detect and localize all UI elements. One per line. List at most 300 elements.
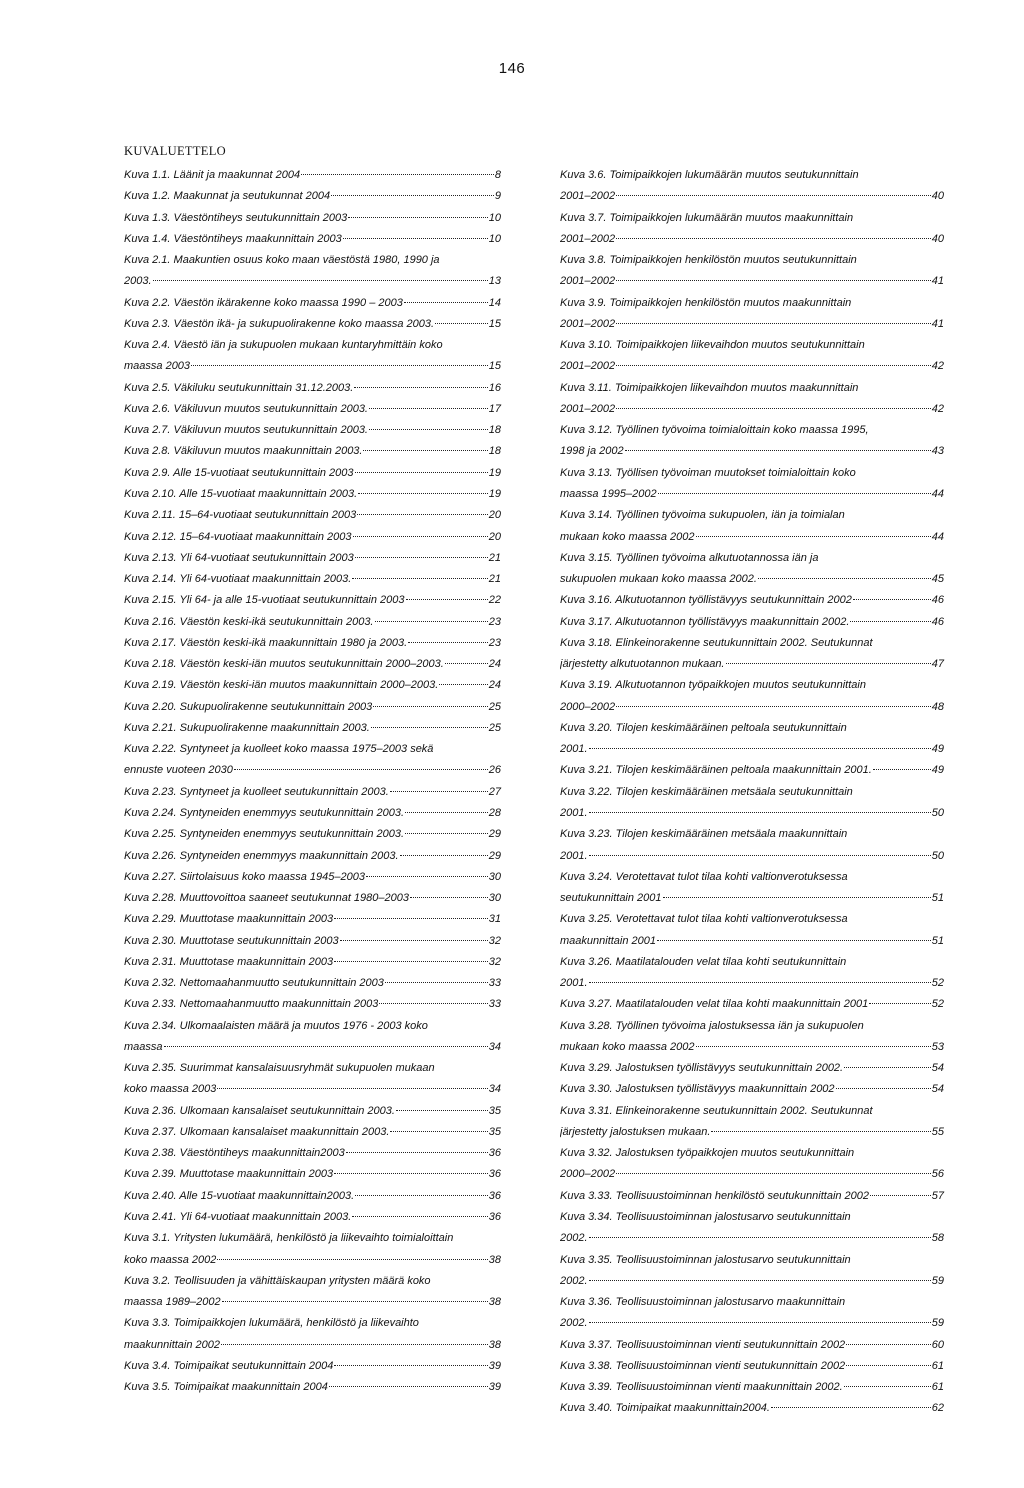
toc-entry-title: maassa 2003 bbox=[124, 360, 191, 373]
toc-entry bbox=[560, 378, 944, 421]
dot-leader bbox=[355, 1195, 488, 1196]
toc-entry-page: 18 bbox=[488, 445, 501, 458]
toc-entry bbox=[124, 909, 501, 930]
toc-entry-page: 34 bbox=[488, 1040, 501, 1053]
toc-entry bbox=[560, 1058, 944, 1079]
toc-entry-page: 21 bbox=[488, 573, 501, 586]
toc-entry-title: Kuva 2.1. Maakuntien osuus koko maan väestöstä 1980, 1990 ja bbox=[124, 254, 440, 267]
toc-entry bbox=[124, 569, 501, 590]
dot-leader bbox=[234, 769, 488, 770]
dot-leader bbox=[663, 897, 931, 898]
toc-entry-title: 2001–2002 bbox=[560, 317, 616, 330]
toc-entry-page: 18 bbox=[488, 424, 501, 437]
toc-entry-line bbox=[124, 1058, 501, 1079]
dot-leader bbox=[846, 1365, 931, 1366]
toc-entry-title: Kuva 3.14. Työllinen työvoima sukupuolen, iän ja toimialan bbox=[560, 509, 845, 522]
toc-entry-line bbox=[560, 569, 944, 590]
toc-entry-page: 40 bbox=[931, 190, 944, 203]
toc-entry-title: Kuva 1.1. Läänit ja maakunnat 2004 bbox=[124, 169, 301, 181]
toc-entry-page: 55 bbox=[931, 1125, 944, 1138]
toc-entry-page: 30 bbox=[488, 892, 501, 905]
toc-entry-page: 10 bbox=[488, 211, 501, 224]
toc-entry-line bbox=[124, 505, 501, 526]
toc-entry-title: Kuva 2.40. Alle 15-vuotiaat maakunnittain2003. bbox=[124, 1189, 355, 1202]
toc-entry-line bbox=[124, 909, 501, 930]
toc-entry-line bbox=[124, 463, 501, 484]
dot-leader bbox=[405, 833, 488, 834]
toc-entry bbox=[124, 654, 501, 675]
toc-entry bbox=[124, 505, 501, 526]
dot-leader bbox=[334, 1365, 487, 1366]
dot-leader bbox=[696, 1046, 931, 1047]
toc-entry-line bbox=[124, 208, 501, 229]
toc-entry-page: 28 bbox=[488, 806, 501, 819]
dot-leader bbox=[616, 238, 931, 239]
toc-entry bbox=[124, 952, 501, 973]
toc-entry-page: 61 bbox=[931, 1359, 944, 1372]
dot-leader bbox=[340, 940, 488, 941]
toc-entry bbox=[560, 208, 944, 251]
toc-entry bbox=[560, 548, 944, 591]
toc-entry-title: Kuva 3.6. Toimipaikkojen lukumäärän muutos seutukunnittain bbox=[560, 169, 859, 181]
dot-leader bbox=[352, 1216, 487, 1217]
toc-entry-line bbox=[560, 208, 944, 229]
toc-entry bbox=[124, 441, 501, 462]
toc-entry-title: Kuva 3.20. Tilojen keskimääräinen peltoala seutukunnittain bbox=[560, 721, 847, 734]
dot-leader bbox=[696, 536, 931, 537]
toc-entry-line bbox=[560, 760, 944, 781]
toc-entry-title: Kuva 3.1. Yritysten lukumäärä, henkilöstö ja liikevaihto toimialoittain bbox=[124, 1232, 454, 1245]
toc-entry-title: Kuva 3.13. Työllisen työvoiman muutokset toimialoittain koko bbox=[560, 466, 856, 479]
toc-entry-line bbox=[124, 1377, 501, 1398]
toc-entry-line bbox=[124, 229, 501, 250]
toc-entry bbox=[124, 1058, 501, 1101]
dot-leader bbox=[616, 365, 931, 366]
toc-entry-page: 15 bbox=[488, 317, 501, 330]
toc-entry-title: Kuva 2.31. Muuttotase maakunnittain 2003 bbox=[124, 955, 334, 968]
toc-entry bbox=[560, 165, 944, 208]
toc-entry-line bbox=[124, 1122, 501, 1143]
toc-entry-page: 19 bbox=[488, 466, 501, 479]
toc-entry bbox=[124, 803, 501, 824]
dot-leader bbox=[726, 663, 931, 664]
toc-entry-page: 24 bbox=[488, 658, 501, 671]
dot-leader bbox=[334, 1173, 488, 1174]
toc-entry bbox=[124, 1186, 501, 1207]
toc-entry-title: Kuva 2.5. Väkiluku seutukunnittain 31.12.2003. bbox=[124, 381, 354, 394]
toc-entry bbox=[124, 250, 501, 293]
toc-entry-page: 41 bbox=[931, 275, 944, 288]
toc-entry-title: Kuva 3.26. Maatilatalouden velat tilaa kohti seutukunnittain bbox=[560, 955, 847, 968]
toc-entry-page: 34 bbox=[488, 1083, 501, 1096]
toc-entry-line bbox=[560, 803, 944, 824]
toc-entry-line bbox=[124, 420, 501, 441]
dot-leader bbox=[657, 940, 931, 941]
toc-entry-line bbox=[124, 1250, 501, 1271]
toc-entry-line bbox=[560, 484, 944, 505]
toc-entry bbox=[560, 1250, 944, 1293]
toc-entry-line bbox=[560, 378, 944, 399]
toc-entry-page: 36 bbox=[488, 1168, 501, 1181]
dot-leader bbox=[348, 217, 488, 218]
toc-entry-line bbox=[124, 1016, 501, 1037]
dot-leader bbox=[869, 1003, 931, 1004]
toc-entry bbox=[560, 1377, 944, 1398]
toc-entry-page: 56 bbox=[931, 1168, 944, 1181]
toc-entry-page: 38 bbox=[488, 1296, 501, 1309]
toc-entry-title: seutukunnittain 2001 bbox=[560, 892, 662, 905]
toc-entry-page: 54 bbox=[931, 1062, 944, 1075]
toc-entry-page: 59 bbox=[931, 1274, 944, 1287]
toc-entry-line bbox=[560, 654, 944, 675]
toc-entry-title: Kuva 3.4. Toimipaikat seutukunnittain 2004 bbox=[124, 1359, 334, 1372]
toc-entry-title: 2002. bbox=[560, 1317, 588, 1330]
toc-entry-page: 58 bbox=[931, 1232, 944, 1245]
toc-entry-line bbox=[560, 1079, 944, 1100]
toc-entry-line bbox=[124, 250, 501, 271]
dot-leader bbox=[363, 450, 487, 451]
dot-leader bbox=[589, 812, 931, 813]
toc-entry bbox=[560, 1143, 944, 1186]
toc-entry bbox=[124, 186, 501, 207]
toc-entry-line bbox=[124, 1207, 501, 1228]
toc-entry bbox=[560, 1356, 944, 1377]
dot-leader bbox=[846, 1344, 931, 1345]
toc-entry bbox=[124, 208, 501, 229]
toc-entry-page: 57 bbox=[931, 1189, 944, 1202]
toc-entry-line bbox=[560, 1250, 944, 1271]
toc-entry bbox=[124, 590, 501, 611]
toc-entry-page: 38 bbox=[488, 1338, 501, 1351]
dot-leader bbox=[371, 727, 488, 728]
toc-entry-page: 33 bbox=[488, 998, 501, 1011]
dot-leader bbox=[353, 536, 488, 537]
toc-entry bbox=[124, 782, 501, 803]
toc-entry-page: 29 bbox=[488, 849, 501, 862]
toc-entry-title: 2001–2002 bbox=[560, 402, 616, 415]
toc-entry-title: Kuva 2.8. Väkiluvun muutos maakunnittain 2003. bbox=[124, 445, 363, 458]
toc-entry bbox=[124, 1143, 501, 1164]
toc-entry-line bbox=[124, 271, 501, 292]
toc-entry-title: Kuva 2.24. Syntyneiden enemmyys seutukunnittain 2003. bbox=[124, 806, 405, 819]
dot-leader bbox=[844, 1067, 931, 1068]
toc-entry-line bbox=[560, 931, 944, 952]
toc-entry bbox=[124, 867, 501, 888]
toc-entry-title: Kuva 3.15. Työllinen työvoima alkutuotannossa iän ja bbox=[560, 551, 819, 564]
toc-entry-page: 48 bbox=[931, 700, 944, 713]
toc-entry-title: Kuva 2.38. Väestöntiheys maakunnittain2003 bbox=[124, 1147, 345, 1160]
toc-entry-page: 13 bbox=[488, 275, 501, 288]
toc-entry-page: 35 bbox=[488, 1125, 501, 1138]
toc-entry bbox=[560, 1335, 944, 1356]
toc-entry bbox=[124, 1016, 501, 1059]
toc-entry-line bbox=[560, 590, 944, 611]
toc-entry bbox=[124, 675, 501, 696]
toc-entry-title: Kuva 3.7. Toimipaikkojen lukumäärän muutos maakunnittain bbox=[560, 211, 854, 224]
toc-entry-line bbox=[124, 590, 501, 611]
toc-entry-title: Kuva 2.35. Suurimmat kansalaisuusryhmät sukupuolen mukaan bbox=[124, 1062, 435, 1075]
toc-entry-page: 29 bbox=[488, 828, 501, 841]
toc-entry-title: Kuva 2.17. Väestön keski-ikä maakunnittain 1980 ja 2003. bbox=[124, 636, 408, 649]
toc-entry-line bbox=[560, 527, 944, 548]
toc-entry-line bbox=[560, 973, 944, 994]
toc-entry-line bbox=[124, 1228, 501, 1249]
toc-entry-title: Kuva 2.32. Nettomaahanmuutto seutukunnittain 2003 bbox=[124, 977, 384, 990]
toc-entry-title: Kuva 2.12. 15–64-vuotiaat maakunnittain 2003 bbox=[124, 530, 352, 543]
toc-entry-title: Kuva 3.33. Teollisuustoiminnan henkilöstö seutukunnittain 2002 bbox=[560, 1189, 870, 1202]
toc-entry-line bbox=[124, 824, 501, 845]
toc-entry-title: Kuva 3.2. Teollisuuden ja vähittäiskaupan yritysten määrä koko bbox=[124, 1274, 431, 1287]
toc-entry-page: 19 bbox=[488, 487, 501, 500]
toc-entry-page: 50 bbox=[931, 849, 944, 862]
toc-entry-page: 47 bbox=[931, 658, 944, 671]
toc-entry-page: 50 bbox=[931, 806, 944, 819]
toc-entry-line bbox=[560, 1313, 944, 1334]
dot-leader bbox=[410, 897, 488, 898]
dot-leader bbox=[357, 514, 488, 515]
toc-entry-line bbox=[560, 293, 944, 314]
toc-entry-title: 2001. bbox=[560, 806, 588, 819]
dot-leader bbox=[853, 599, 931, 600]
toc-entry-title: koko maassa 2002 bbox=[124, 1253, 217, 1266]
toc-entry-line bbox=[124, 1271, 501, 1292]
toc-entry-page: 36 bbox=[488, 1211, 501, 1224]
dot-leader bbox=[375, 621, 488, 622]
toc-entry-line bbox=[124, 1186, 501, 1207]
toc-entry bbox=[560, 867, 944, 910]
dot-leader bbox=[589, 748, 931, 749]
dot-leader bbox=[334, 961, 488, 962]
dot-leader bbox=[373, 706, 487, 707]
toc-entry-line bbox=[560, 186, 944, 207]
toc-entry-title: Kuva 2.20. Sukupuolirakenne seutukunnittain 2003 bbox=[124, 700, 373, 713]
toc-entry-line bbox=[560, 1207, 944, 1228]
toc-entry bbox=[124, 335, 501, 378]
toc-entry-title: Kuva 2.11. 15–64-vuotiaat seutukunnittain 2003 bbox=[124, 509, 357, 522]
toc-entry-page: 51 bbox=[931, 892, 944, 905]
dot-leader bbox=[191, 365, 488, 366]
toc-entry-page: 39 bbox=[488, 1381, 501, 1394]
dot-leader bbox=[346, 1152, 488, 1153]
toc-entry-line bbox=[124, 675, 501, 696]
toc-entry bbox=[124, 994, 501, 1015]
toc-entry-page: 17 bbox=[488, 402, 501, 415]
toc-entry bbox=[124, 463, 501, 484]
toc-entry-line bbox=[560, 675, 944, 696]
toc-entry-title: Kuva 3.8. Toimipaikkojen henkilöstön muutos seutukunnittain bbox=[560, 254, 857, 267]
toc-entry bbox=[124, 1271, 501, 1314]
toc-entry-line bbox=[560, 165, 944, 186]
toc-entry-title: Kuva 3.25. Verotettavat tulot tilaa kohti valtionverotuksessa bbox=[560, 913, 848, 926]
toc-entry-title: Kuva 2.10. Alle 15-vuotiaat maakunnittain 2003. bbox=[124, 487, 358, 500]
toc-entry-title: Kuva 3.16. Alkutuotannon työllistävyys seutukunnittain 2002 bbox=[560, 594, 852, 607]
toc-entry-title: Kuva 2.14. Yli 64-vuotiaat maakunnittain 2003. bbox=[124, 573, 352, 586]
dot-leader bbox=[658, 493, 931, 494]
toc-entry-title: maakunnittain 2002 bbox=[124, 1338, 221, 1351]
dot-leader bbox=[870, 1195, 931, 1196]
toc-entry-title: 2001. bbox=[560, 977, 588, 990]
toc-entry-page: 10 bbox=[488, 232, 501, 245]
toc-entry-line bbox=[560, 1016, 944, 1037]
toc-entry-line bbox=[560, 1292, 944, 1313]
dot-leader bbox=[331, 195, 494, 196]
toc-entry bbox=[124, 378, 501, 399]
toc-entry bbox=[124, 484, 501, 505]
dot-leader bbox=[589, 855, 931, 856]
toc-entry-page: 59 bbox=[931, 1317, 944, 1330]
toc-entry-title: Kuva 2.29. Muuttotase maakunnittain 2003 bbox=[124, 913, 334, 926]
toc-entry bbox=[560, 633, 944, 676]
toc-entry-page: 46 bbox=[931, 594, 944, 607]
toc-entry bbox=[560, 420, 944, 463]
toc-entry-line bbox=[124, 1313, 501, 1334]
toc-entry-title: Kuva 2.26. Syntyneiden enemmyys maakunnittain 2003. bbox=[124, 849, 399, 862]
toc-entry-title: Kuva 2.3. Väestön ikä- ja sukupuolirakenne koko maassa 2003. bbox=[124, 317, 435, 330]
toc-entry-title: Kuva 3.17. Alkutuotannon työllistävyys maakunnittain 2002. bbox=[560, 615, 850, 628]
toc-entry-line bbox=[124, 165, 501, 186]
toc-entry-line bbox=[124, 994, 501, 1015]
toc-entry bbox=[124, 399, 501, 420]
toc-entry-line bbox=[124, 186, 501, 207]
dot-leader bbox=[711, 1131, 930, 1132]
toc-entry-title: Kuva 3.31. Elinkeinorakenne seutukunnittain 2002. Seutukunnat bbox=[560, 1104, 873, 1117]
list-title: KUVALUETTELO bbox=[124, 144, 226, 158]
toc-entry bbox=[124, 1164, 501, 1185]
toc-entry bbox=[560, 782, 944, 825]
toc-entry-line bbox=[124, 718, 501, 739]
dot-leader bbox=[589, 1322, 931, 1323]
dot-leader bbox=[369, 429, 488, 430]
toc-entry-title: maassa 1995–2002 bbox=[560, 487, 657, 500]
toc-entry-title: Kuva 2.28. Muuttovoittoa saaneet seutukunnat 1980–2003 bbox=[124, 892, 409, 905]
dot-leader bbox=[385, 982, 488, 983]
toc-entry-page: 20 bbox=[488, 530, 501, 543]
toc-entry-line bbox=[560, 612, 944, 633]
toc-entry-page: 53 bbox=[931, 1040, 944, 1053]
toc-entry-page: 60 bbox=[931, 1338, 944, 1351]
toc-entry bbox=[124, 293, 501, 314]
toc-entry-line bbox=[560, 739, 944, 760]
toc-entry bbox=[124, 229, 501, 250]
toc-entry bbox=[124, 1122, 501, 1143]
toc-entry bbox=[124, 697, 501, 718]
toc-entry-page: 24 bbox=[488, 679, 501, 692]
toc-entry-line bbox=[124, 1143, 501, 1164]
toc-entry bbox=[124, 824, 501, 845]
toc-entry-title: koko maassa 2003 bbox=[124, 1083, 217, 1096]
toc-entry-line bbox=[124, 1335, 501, 1356]
toc-entry-page: 44 bbox=[931, 487, 944, 500]
toc-entry bbox=[560, 590, 944, 611]
toc-entry-line bbox=[124, 739, 501, 760]
toc-entry-page: 23 bbox=[488, 636, 501, 649]
toc-entry-title: Kuva 2.16. Väestön keski-ikä seutukunnittain 2003. bbox=[124, 615, 374, 628]
toc-entry-line bbox=[124, 888, 501, 909]
toc-entry-line bbox=[124, 846, 501, 867]
toc-entry-page: 35 bbox=[488, 1104, 501, 1117]
toc-entry bbox=[124, 612, 501, 633]
toc-entry-line bbox=[124, 867, 501, 888]
toc-entry bbox=[124, 931, 501, 952]
toc-entry-title: 2001. bbox=[560, 849, 588, 862]
toc-entry-page: 61 bbox=[931, 1381, 944, 1394]
dot-leader bbox=[616, 280, 931, 281]
toc-entry bbox=[560, 1101, 944, 1144]
dot-leader bbox=[355, 557, 488, 558]
toc-entry-page: 41 bbox=[931, 317, 944, 330]
toc-entry-line bbox=[560, 356, 944, 377]
toc-entry-line bbox=[560, 463, 944, 484]
toc-entry-page: 14 bbox=[488, 296, 501, 309]
toc-entry bbox=[560, 250, 944, 293]
toc-entry-title: maassa bbox=[124, 1040, 163, 1053]
dot-leader bbox=[354, 387, 487, 388]
toc-entry bbox=[560, 1079, 944, 1100]
toc-entry-page: 21 bbox=[488, 551, 501, 564]
toc-entry-page: 22 bbox=[488, 594, 501, 607]
dot-leader bbox=[153, 280, 488, 281]
toc-entry-page: 42 bbox=[931, 402, 944, 415]
dot-leader bbox=[589, 1280, 931, 1281]
toc-entry-line bbox=[560, 250, 944, 271]
toc-entry-page: 62 bbox=[931, 1402, 944, 1415]
dot-leader bbox=[405, 812, 488, 813]
toc-entry-title: Kuva 3.21. Tilojen keskimääräinen peltoala maakunnittain 2001. bbox=[560, 764, 872, 777]
toc-entry-line bbox=[560, 441, 944, 462]
toc-entry-title: mukaan koko maassa 2002 bbox=[560, 1040, 695, 1053]
toc-entry bbox=[560, 909, 944, 952]
toc-entry-title: Kuva 2.15. Yli 64- ja alle 15-vuotiaat seutukunnittain 2003 bbox=[124, 594, 405, 607]
toc-entry-page: 40 bbox=[931, 232, 944, 245]
toc-entry-line bbox=[124, 654, 501, 675]
dot-leader bbox=[758, 578, 931, 579]
toc-entry-line bbox=[560, 718, 944, 739]
toc-entry-page: 46 bbox=[931, 615, 944, 628]
toc-entry-line bbox=[124, 484, 501, 505]
toc-entry-title: Kuva 2.34. Ulkomaalaisten määrä ja muutos 1976 - 2003 koko bbox=[124, 1019, 428, 1032]
toc-entry-title: Kuva 2.33. Nettomaahanmuutto maakunnittain 2003 bbox=[124, 998, 379, 1011]
toc-entry-line bbox=[560, 548, 944, 569]
dot-leader bbox=[396, 1110, 488, 1111]
toc-entry-line bbox=[124, 952, 501, 973]
toc-entry-line bbox=[124, 378, 501, 399]
toc-entry bbox=[560, 612, 944, 633]
toc-entry bbox=[124, 548, 501, 569]
dot-leader bbox=[616, 323, 931, 324]
toc-entry-line bbox=[560, 633, 944, 654]
toc-entry-line bbox=[124, 973, 501, 994]
toc-entry-line bbox=[124, 1292, 501, 1313]
dot-leader bbox=[343, 238, 488, 239]
dot-leader bbox=[369, 408, 488, 409]
toc-entry bbox=[124, 846, 501, 867]
toc-entry-title: maassa 1989–2002 bbox=[124, 1296, 221, 1309]
dot-leader bbox=[366, 876, 488, 877]
toc-entry-line bbox=[124, 931, 501, 952]
toc-entry-page: 54 bbox=[931, 1083, 944, 1096]
toc-entry-line bbox=[124, 335, 501, 356]
toc-entry-title: Kuva 3.18. Elinkeinorakenne seutukunnittain 2002. Seutukunnat bbox=[560, 636, 873, 649]
toc-entry-title: ennuste vuoteen 2030 bbox=[124, 764, 233, 777]
toc-entry-title: 2001–2002 bbox=[560, 275, 616, 288]
toc-entry-line bbox=[560, 994, 944, 1015]
toc-entry-title: Kuva 3.28. Työllinen työvoima jalostuksessa iän ja sukupuolen bbox=[560, 1019, 864, 1032]
toc-entry-line bbox=[560, 314, 944, 335]
toc-right-column bbox=[560, 165, 944, 1420]
dot-leader bbox=[217, 1088, 487, 1089]
toc-entry-page: 42 bbox=[931, 360, 944, 373]
toc-entry-line bbox=[560, 271, 944, 292]
